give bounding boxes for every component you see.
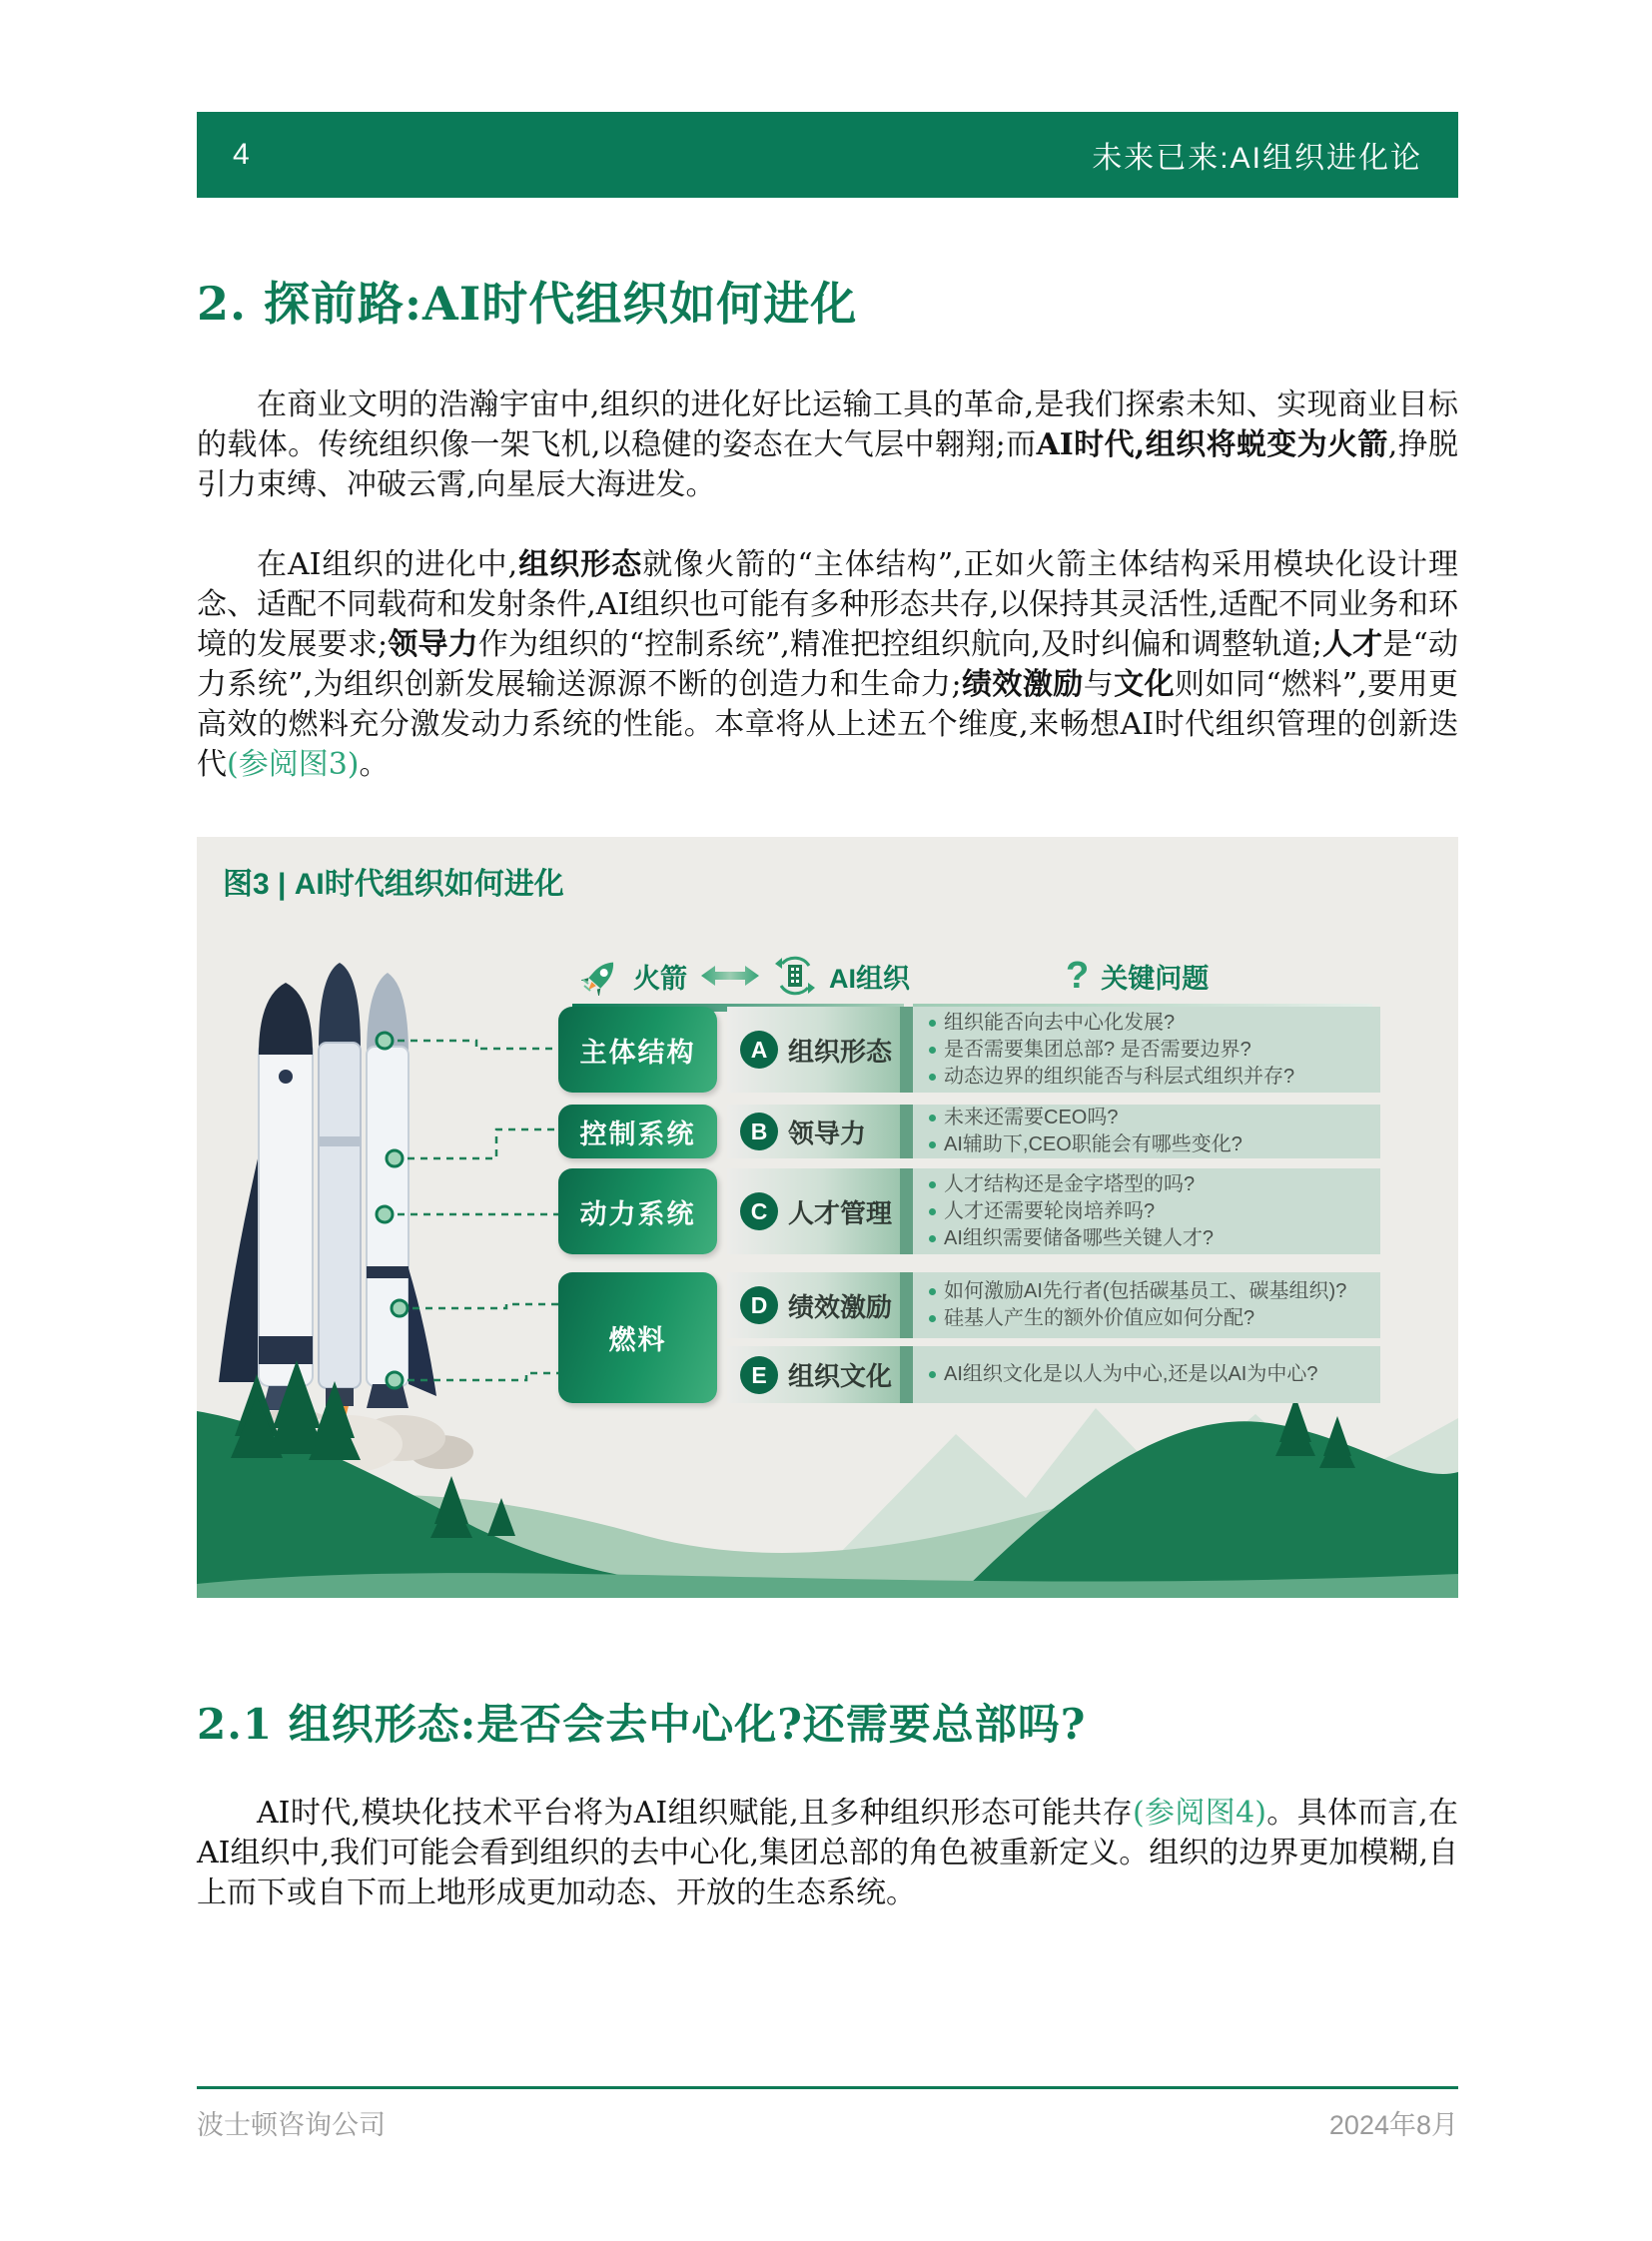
letter-badge-b: B (740, 1113, 778, 1150)
section-title: 2. 探前路:AI时代组织如何进化 (197, 277, 858, 331)
text-segment: 就像火箭的“主体结构”,正如火箭主体结构采用模块化设计理念、适配不同载荷和发射条件,AI组织也可能有多种形态共存,以保持其灵活性,适配不同业务和环境的发展要求; (197, 547, 1458, 662)
page-footer (197, 2103, 1458, 2142)
text-segment: 人才 (1321, 627, 1383, 662)
text-segment: 领导力 (388, 627, 478, 662)
figure-title: 图3 | AI时代组织如何进化 (223, 868, 564, 901)
double-arrow-icon (699, 963, 761, 989)
dimension-label-c: 人才管理 (788, 1197, 893, 1228)
rocket-part-button-fuel: 燃料 (558, 1272, 717, 1403)
page-header-bar (197, 112, 1458, 198)
dimension-cell-c (727, 1168, 913, 1254)
dimension-cell-e (727, 1346, 913, 1403)
text-segment: 作为组织的“控制系统”,精准把控组织航向,及时纠偏和调整轨道; (477, 627, 1322, 662)
dimension-label-b: 领导力 (788, 1118, 867, 1148)
text-segment: 在商业文明的浩瀚宇宙中,组织的进化好比运输工具的革命,是我们探索未知、实现商业目标的载体。传统组织像一架飞机,以稳健的姿态在大气层中翱翔;而 (197, 387, 1458, 462)
text-segment: 在AI组织的进化中, (257, 547, 518, 582)
dimension-cell-a (727, 1007, 913, 1093)
rocket-part-button-structure: 主体结构 (558, 1007, 717, 1093)
question-item (929, 1038, 1372, 1063)
question-box-d (913, 1272, 1380, 1338)
figure-reference-link[interactable]: (参阅图4) (1132, 1796, 1266, 1831)
text-segment: 是“动力系统”,为组织创新发展输送源源不断的创造力和生命力; (197, 627, 1458, 702)
letter-badge-c: C (740, 1192, 778, 1230)
figure-3 (197, 837, 1458, 1598)
question-item (929, 1306, 1372, 1331)
bullet-icon (929, 1047, 936, 1054)
bullet-icon (929, 1288, 936, 1295)
legend-question-label: 关键问题 (1101, 963, 1210, 994)
dimension-label-e: 组织文化 (788, 1361, 893, 1391)
question-text: 未来还需要CEO吗? (944, 1107, 1119, 1128)
bullet-icon (929, 1235, 936, 1242)
question-item (929, 1279, 1372, 1304)
text-segment: AI时代,模块化技术平台将为AI组织赋能,且多种组织形态可能共存 (257, 1796, 1133, 1831)
bullet-icon (929, 1181, 936, 1188)
text-segment: 。具体而言,在AI组织中,我们可能会看到组织的去中心化,集团总部的角色被重新定义。组织的边界更加模糊,自上而下或自下而上地形成更加动态、开放的生态系统。 (197, 1796, 1458, 1910)
question-text: AI组织文化是以人为中心,还是以AI为中心? (944, 1363, 1318, 1385)
paragraph-3 (197, 1794, 1458, 1913)
bullet-icon (929, 1371, 936, 1378)
rocket-part-button-control: 控制系统 (558, 1105, 717, 1158)
paragraph-1 (197, 385, 1458, 505)
text-segment: 绩效激励 (961, 667, 1084, 702)
question-mark-icon: ? (1066, 955, 1090, 997)
dimension-label-d: 绩效激励 (788, 1291, 893, 1322)
legend-rocket-label: 火箭 (633, 963, 687, 994)
page-number: 4 (233, 138, 252, 171)
question-text: AI辅助下,CEO职能会有哪些变化? (944, 1133, 1242, 1155)
question-item (929, 1106, 1372, 1130)
question-text: 组织能否向去中心化发展? (944, 1011, 1176, 1034)
question-item (929, 1065, 1372, 1090)
question-text: AI组织需要储备哪些关键人才? (944, 1226, 1215, 1249)
bullet-icon (929, 1020, 936, 1027)
letter-badge-d: D (740, 1286, 778, 1324)
question-item (929, 1199, 1372, 1224)
question-text: 人才还需要轮岗培养吗? (944, 1199, 1156, 1222)
text-segment: 组织形态 (517, 547, 643, 582)
org-cycle-icon (773, 954, 817, 998)
footer-date: 2024年8月 (1328, 2110, 1458, 2140)
question-box-a (913, 1007, 1380, 1093)
question-item (929, 1362, 1372, 1387)
text-segment: AI时代,组织将蜕变为火箭 (1036, 427, 1388, 462)
footer-divider (197, 2086, 1458, 2089)
question-text: 如何激励AI先行者(包括碳基员工、碳基组织)? (944, 1280, 1347, 1302)
question-text: 硅基人产生的额外价值应如何分配? (944, 1307, 1255, 1329)
figure-legend-left (581, 953, 910, 999)
letter-badge-e: E (740, 1356, 778, 1394)
text-segment: 与 (1083, 667, 1115, 702)
rocket-icon (581, 956, 621, 996)
question-box-e (913, 1346, 1380, 1403)
bullet-icon (929, 1115, 936, 1121)
figure-reference-link[interactable]: (参阅图3) (227, 747, 360, 782)
rocket-part-button-power: 动力系统 (558, 1168, 717, 1254)
text-segment: 。 (359, 747, 390, 782)
legend-org-label: AI组织 (829, 963, 910, 994)
dimension-label-a: 组织形态 (788, 1036, 893, 1067)
footer-company: 波士顿咨询公司 (197, 2110, 386, 2140)
question-item (929, 1226, 1372, 1251)
bullet-icon (929, 1141, 936, 1148)
question-box-c (913, 1168, 1380, 1254)
letter-badge-a: A (740, 1031, 778, 1069)
question-item (929, 1172, 1372, 1197)
bullet-icon (929, 1208, 936, 1215)
text-segment: 文化 (1114, 667, 1175, 702)
question-text: 是否需要集团总部? 是否需要边界? (944, 1038, 1251, 1061)
question-text: 人才结构还是金字塔型的吗? (944, 1172, 1196, 1195)
subsection-title: 2.1 组织形态:是否会去中心化?还需要总部吗? (197, 1700, 1087, 1749)
figure-legend-right (1066, 953, 1209, 999)
question-item (929, 1011, 1372, 1036)
question-text: 动态边界的组织能否与科层式组织并存? (944, 1065, 1295, 1088)
bullet-icon (929, 1074, 936, 1081)
dimension-cell-b (727, 1105, 913, 1158)
paragraph-2 (197, 545, 1458, 785)
question-box-b (913, 1105, 1380, 1158)
dimension-cell-d (727, 1272, 913, 1338)
text-segment: 则如同“燃料”,要用更高效的燃料充分激发动力系统的性能。本章将从上述五个维度,来畅想AI时代组织管理的创新迭代 (197, 667, 1459, 782)
document-title: 未来已来:AI组织进化论 (1092, 142, 1422, 175)
text-segment: ,挣脱引力束缚、冲破云霄,向星辰大海进发。 (197, 427, 1458, 502)
bullet-icon (929, 1315, 936, 1322)
question-item (929, 1132, 1372, 1157)
